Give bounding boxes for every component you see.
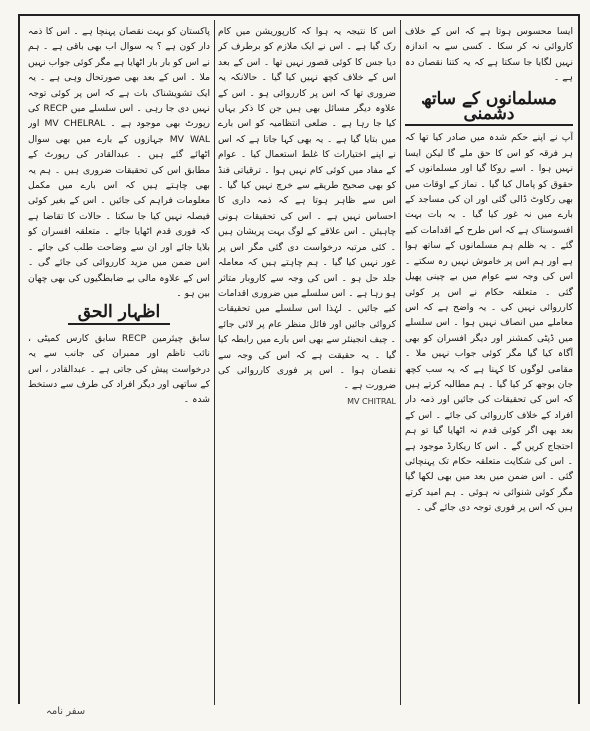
footer-fragment: سفر نامہ bbox=[46, 706, 86, 717]
signatory-heading bbox=[28, 302, 210, 324]
left-closing-text: سابق چیئرمین RECP سابق کارس کمیٹی ، نائب ناظم اور ممبران کی جانب سے یہ درخواست پیش کی جاتی ہے ۔ عبدالقادر ، اس کے ساتھی اور دیگر افراد کی طرف سے دستخط شدہ ۔ bbox=[28, 332, 210, 406]
section-heading-muslims bbox=[405, 88, 573, 127]
left-border-rule bbox=[18, 14, 20, 704]
left-body-text: پاکستان کو بہت نقصان پہنچا ہے ۔ اس کا ذمہ دار کون ہے ؟ یہ سوال اب بھی باقی ہے ۔ ہم نے اس کو بار بار اٹھایا ہے مگر کوئی جواب نہیں ملا ۔ اس کے بعد بھی صورتحال وہی ہے ۔ یہ ایک تشویشناک بات ہے کہ اس پر کوئی توجہ نہیں دی جا رہی ۔ اس سلسلے میں RECP کی رپورٹ بھی موجود ہے ۔ MV CHELRAL اور MV WAL جہازوں کے بارے میں بھی سوال اٹھائے گئے ہیں ۔ عبدالقادر کی رپورٹ کے مطابق اس کی تحقیقات ضروری ہیں ۔ ہم یہ بھی چاہتے ہیں کہ اس بارے میں مکمل معلومات فراہم کی جائیں ۔ اس کے بغیر کوئی فیصلہ نہیں کیا جا سکتا ۔ حالات کا تقاضا ہے کہ فوری قدم اٹھایا جائے ۔ متعلقہ افسران کو بلایا جائے اور ان سے وضاحت طلب کی جائے ۔ اس ضمن میں مزید کارروائی کی جائے گی ۔ اس کے علاوہ مالی بے ضابطگیوں کی بھی چھان بین ہو ۔ bbox=[28, 26, 210, 299]
right-intro-text: ایسا محسوس ہوتا ہے کہ اس کے خلاف کاروائی نہ کر سکا ۔ کسی سے بہ اندازہ نہیں لگایا جا سکتا ہے کہ یہ کتنا نقصان دہ ہے ۔ bbox=[405, 26, 573, 84]
middle-body-text: اس کا نتیجہ یہ ہوا کہ کارپوریشن میں کام رک گیا ہے ۔ اس نے ایک ملازم کو برطرف کر دیا جس کا کوئی قصور نہیں تھا ۔ اس کے بعد اس کے خلاف کچھ نہیں کیا گیا ۔ حالانکہ یہ ضروری تھا کہ اس پر کارروائی ہو ۔ اس کے علاوہ دیگر مسائل بھی ہیں جن کا ذکر یہاں کیا جا رہا ہے ۔ ضلعی انتظامیہ کو اس بارے میں بتایا گیا ہے ۔ یہ بھی کہا جاتا ہے کہ اس نے اپنے اختیارات کا غلط استعمال کیا ۔ عوام کے مفاد میں کوئی کام نہیں ہوا ۔ ترقیاتی فنڈ کو بھی صحیح طریقے سے خرچ نہیں کیا گیا ۔ اس سے ظاہر ہوتا ہے کہ ذمہ داری کا احساس نہیں ہے ۔ اس کی تحقیقات ہونی چاہیئں ۔ اس علاقے کے لوگ بہت پریشان ہیں ۔ کئی مرتبہ درخواست دی گئی مگر اس پر غور نہیں کیا گیا ۔ ہم چاہتے ہیں کہ معاملہ جلد حل ہو ۔ اس کی وجہ سے کاروبار متاثر ہو رہا ہے ۔ اس سلسلے میں ضروری اقدامات کیے جائیں ۔ لہٰذا اس سلسلے میں تحقیقات کروائی جائیں اور فائل منظر عام پر لائی جائے ۔ چیف انجینئر سے بھی اس بارے میں رابطہ کیا گیا ۔ یہ حقیقت ہے کہ اس کی وجہ سے نقصان ہوا ۔ اس پر فوری کارروائی کی ضرورت ہے ۔ bbox=[218, 26, 396, 392]
column-middle bbox=[218, 24, 396, 694]
section-heading-text: مسلمانوں کے ساتھ دشمنی bbox=[405, 92, 573, 127]
column-right bbox=[405, 24, 573, 694]
column-divider-right bbox=[400, 20, 401, 705]
right-border-rule bbox=[578, 14, 580, 704]
signatory-heading-text: اظہار الحق bbox=[68, 305, 171, 324]
middle-sign-fragment: MV CHITRAL bbox=[347, 396, 396, 406]
right-body-text: آپ نے اپنے حکم شدہ میں صادر کیا تھا کہ ہر فرقہ کو اس کا حق ملے گا لیکن ایسا نہیں ہوا ۔ اسے روکا گیا اور مسلمانوں کے حقوق کو پامال کیا گیا ۔ نماز کے اوقات میں بھی رکاوٹ ڈالی گئی اور ان کی مساجد کے بارے میں نہ غور کیا گیا ۔ یہ بات بہت افسوسناک ہے کہ اس طرح کے اقدامات کیے گئے ۔ یہ ظلم ہم مسلمانوں کے ساتھ ہوا ہے اور ہم اس پر خاموش نہیں رہ سکتے ۔ اس کی وجہ سے عوام میں بے چینی پھیل گئی ۔ متعلقہ حکام نے اس پر کوئی کارروائی نہیں کی ۔ یہ واضح ہے کہ اس معاملے میں انصاف نہیں ہوا ۔ اس سلسلے میں ڈپٹی کمشنر اور دیگر افسران کو بھی آگاہ کیا گیا مگر کوئی جواب نہیں ملا ۔ مقامی لوگوں کا کہنا ہے کہ یہ سب کچھ جان بوجھ کر کیا گیا ۔ ہم مطالبہ کرتے ہیں کہ اس کی تحقیقات کی جائیں اور ذمہ دار افراد کے خلاف کارروائی کی جائے ۔ اس کے بعد بھی اگر کوئی قدم نہ اٹھایا گیا تو ہم احتجاج کریں گے ۔ اس کا ریکارڈ موجود ہے ۔ اس کی شکایت متعلقہ حکام تک پہنچائی گئی ۔ اس ضمن میں بعد میں بھی لکھا گیا مگر کوئی شنوائی نہ ہوئی ۔ ہم امید کرتے ہیں کہ اس پر فوری توجہ دی جائے گی ۔ bbox=[405, 132, 573, 514]
column-divider-left bbox=[214, 20, 215, 705]
top-border-rule bbox=[18, 14, 578, 16]
column-left bbox=[28, 24, 210, 694]
